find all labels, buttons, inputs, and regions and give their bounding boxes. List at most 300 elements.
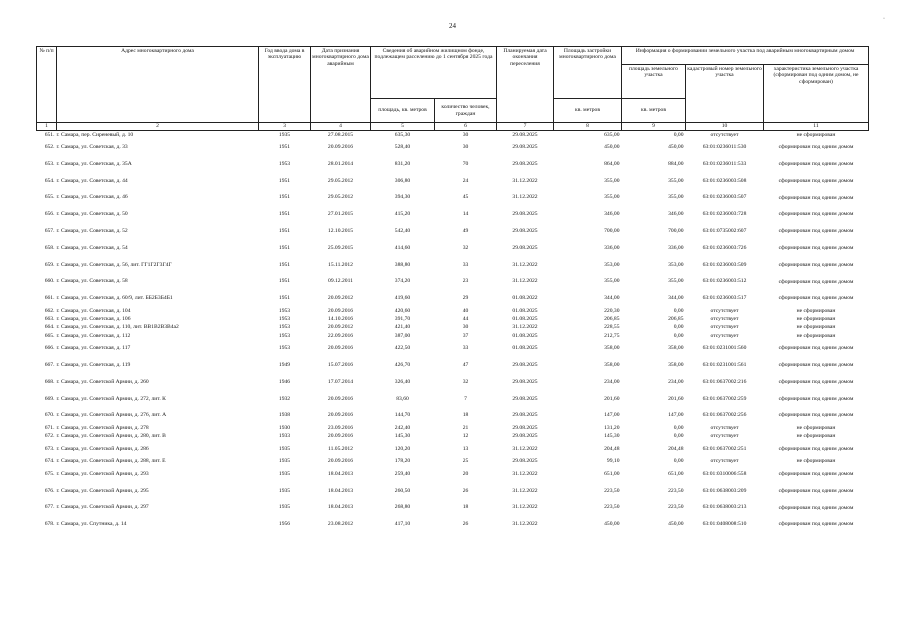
row-address: г. Самара, ул. Советская, д. 56, лит. ГГ1Г2Г3Г4Г [56, 261, 172, 268]
row-people: 33 [462, 261, 469, 268]
row-characteristic: сформирован под одним домом [778, 362, 854, 369]
row-people: 30 [462, 144, 469, 151]
row-planned-date: 31.12.2022 [512, 487, 538, 494]
row-emergency-date: 20.09.2016 [327, 433, 354, 440]
row-building-area: 355,00 [604, 278, 620, 285]
row-cadastral: отсутствует [710, 307, 739, 314]
row-emergency-date: 23.08.2012 [327, 521, 354, 528]
row-number: 657. [44, 228, 55, 235]
row-emergency-date: 17.07.2014 [327, 378, 354, 385]
row-characteristic: сформирован под одним домом [778, 211, 854, 218]
page-number: 24 [449, 22, 456, 30]
row-cadastral: 63:01:0236003:728 [702, 211, 747, 218]
row-number: 651. [44, 131, 55, 138]
row-address: г. Самара, ул. Советская, д. 110, лит. ВВ1В2В3В4а2 [56, 324, 179, 331]
row-cadastral: 63:01:0236003:508 [702, 177, 747, 184]
row-year: 1951 [278, 177, 291, 184]
table-row [37, 131, 869, 139]
table-row [37, 315, 869, 323]
row-people: 18 [462, 412, 469, 419]
table-row [37, 424, 869, 432]
row-number: 669. [44, 395, 55, 402]
row-characteristic: сформирован под одним домом [778, 378, 854, 385]
row-number: 673. [44, 445, 55, 452]
row-year: 1951 [278, 261, 291, 268]
row-building-area: 223,50 [604, 487, 620, 494]
row-planned-date: 29.08.2025 [512, 244, 538, 251]
row-people: 45 [462, 194, 469, 201]
row-year: 1933 [278, 433, 291, 440]
row-emergency-date: 18.04.2013 [327, 487, 354, 494]
row-land-area: 346,00 [668, 211, 684, 218]
row-characteristic: сформирован под одним домом [778, 445, 854, 452]
row-characteristic: сформирован под одним домом [778, 244, 854, 251]
row-year: 1951 [278, 244, 291, 251]
row-building-area: 635,00 [604, 131, 620, 138]
row-year: 1953 [278, 332, 291, 339]
row-building-area: 145,30 [604, 433, 620, 440]
row-number: 664. [44, 324, 55, 331]
header-col-area: площадь, кв. метров [371, 99, 435, 123]
row-year: 1935 [278, 445, 291, 452]
row-emergency-date: 29.05.2012 [327, 177, 354, 184]
row-land-area: 355,00 [668, 177, 684, 184]
header-col-building-unit: кв. метров [554, 99, 622, 123]
row-area: 178,20 [394, 458, 411, 465]
row-building-area: 355,00 [604, 194, 620, 201]
row-land-area: 651,00 [668, 470, 684, 477]
row-emergency-date: 29.05.2012 [327, 194, 354, 201]
row-planned-date: 29.08.2025 [512, 433, 538, 440]
row-area: 422,50 [394, 345, 411, 352]
row-emergency-date: 28.01.2014 [327, 160, 354, 167]
row-number: 652. [44, 144, 55, 151]
row-address: г. Самара, ул. Советская, д. 112 [56, 332, 131, 339]
row-area: 144,70 [394, 412, 411, 419]
row-year: 1953 [278, 316, 291, 323]
row-number: 671. [44, 424, 55, 431]
row-planned-date: 29.08.2025 [512, 160, 538, 167]
row-cadastral: отсутствует [710, 458, 739, 465]
row-area: 259,40 [394, 470, 411, 477]
row-characteristic: не сформирован [796, 324, 836, 331]
row-address: г. Самара, ул. Спутника, д. 14 [56, 521, 127, 528]
row-people: 44 [462, 316, 469, 323]
row-cadastral: 63:01:0236003:726 [702, 244, 747, 251]
table-header [37, 47, 869, 131]
row-people: 30 [462, 324, 469, 331]
table-row [37, 307, 869, 315]
row-land-area: 358,00 [668, 345, 684, 352]
row-planned-date: 01.08.2025 [512, 332, 538, 339]
header-col-building-area: Площадь застройки многоквартирного дома [554, 47, 622, 99]
row-cadastral: отсутствует [710, 324, 739, 331]
row-year: 1935 [278, 504, 291, 511]
row-land-area: 0,00 [673, 433, 684, 440]
row-year: 1930 [278, 424, 291, 431]
row-emergency-date: 12.10.2015 [327, 228, 354, 235]
column-number: 2 [57, 123, 259, 131]
row-cadastral: 63:01:0637002:216 [702, 378, 747, 385]
row-number: 661. [44, 295, 55, 302]
row-area: 306,80 [394, 177, 411, 184]
row-number: 668. [44, 378, 55, 385]
row-cadastral: 63:01:0638003:213 [702, 504, 747, 511]
row-land-area: 201,60 [668, 395, 684, 402]
row-number: 662. [44, 307, 55, 314]
row-cadastral: 63:01:0310006:558 [702, 470, 747, 477]
row-people: 14 [462, 211, 469, 218]
header-col-cadastral: кадастровый номер земельного участка [686, 65, 764, 123]
row-address: г. Самара, ул. Советской Армии, д. 286 [56, 445, 149, 452]
row-people: 29 [462, 295, 469, 302]
row-people: 70 [462, 160, 469, 167]
row-cadastral: 63:01:0231001:561 [702, 362, 747, 369]
table-row [37, 374, 869, 391]
row-building-area: 346,00 [604, 211, 620, 218]
table-row [37, 516, 869, 533]
row-building-area: 336,00 [604, 244, 620, 251]
column-number: 3 [259, 123, 311, 131]
row-cadastral: отсутствует [710, 316, 739, 323]
row-land-area: 358,00 [668, 362, 684, 369]
row-characteristic: сформирован под одним домом [778, 177, 854, 184]
row-land-area: 0,00 [673, 307, 684, 314]
row-people: 33 [462, 345, 469, 352]
row-people: 47 [462, 362, 469, 369]
row-address: г. Самара, ул. Советская, д. 52 [56, 228, 128, 235]
row-area: 421,40 [394, 324, 411, 331]
row-planned-date: 31.12.2022 [512, 278, 538, 285]
row-area: 242,40 [394, 424, 411, 431]
row-characteristic: не сформирован [796, 425, 836, 432]
header-col-number: № п/п [37, 47, 57, 123]
emergency-housing-table [36, 46, 869, 533]
row-characteristic: сформирован под одним домом [778, 470, 854, 477]
row-address: г. Самара, ул. Советской Армии, д. 297 [56, 504, 149, 511]
row-building-area: 700,00 [604, 228, 620, 235]
row-number: 676. [44, 487, 55, 494]
row-people: 24 [462, 177, 469, 184]
row-building-area: 358,00 [604, 345, 620, 352]
row-address: г. Самара, ул. Советская, д. 35А [56, 160, 132, 167]
row-land-area: 0,00 [673, 424, 684, 431]
row-building-area: 223,50 [604, 504, 620, 511]
row-planned-date: 31.12.2022 [512, 177, 538, 184]
row-emergency-date: 23.09.2016 [327, 424, 354, 431]
row-cadastral: отсутствует [710, 424, 739, 431]
row-people: 23 [462, 278, 469, 285]
row-planned-date: 29.08.2025 [512, 458, 538, 465]
row-emergency-date: 27.01.2015 [327, 211, 354, 218]
row-number: 655. [44, 194, 55, 201]
row-land-area: 0,00 [673, 458, 684, 465]
row-planned-date: 31.12.2022 [512, 521, 538, 528]
row-cadastral: 63:01:0236011:530 [702, 144, 747, 151]
row-building-area: 864,00 [604, 160, 620, 167]
table-body [37, 131, 869, 533]
row-characteristic: не сформирован [796, 307, 836, 314]
row-planned-date: 29.08.2025 [512, 228, 538, 235]
row-year: 1935 [278, 458, 291, 465]
table-row [37, 273, 869, 290]
row-land-area: 344,00 [668, 295, 684, 302]
row-address: г. Самара, ул. Советской Армии, д. 280, лит. В [56, 433, 166, 440]
row-characteristic: сформирован под одним домом [778, 144, 854, 151]
table-row [37, 189, 869, 206]
row-people: 32 [462, 244, 469, 251]
row-cadastral: отсутствует [710, 332, 739, 339]
row-land-area: 336,00 [668, 244, 684, 251]
row-planned-date: 31.12.2022 [512, 470, 538, 477]
row-people: 25 [462, 458, 469, 465]
row-building-area: 355,00 [604, 177, 620, 184]
row-building-area: 450,00 [604, 521, 620, 528]
row-number: 660. [44, 278, 55, 285]
row-planned-date: 31.12.2022 [512, 445, 538, 452]
row-number: 672. [44, 433, 55, 440]
row-cadastral: 63:01:0236003:517 [702, 295, 747, 302]
row-characteristic: не сформирован [796, 131, 836, 138]
row-area: 260,50 [394, 487, 411, 494]
row-people: 7 [464, 395, 467, 402]
row-people: 21 [462, 424, 469, 431]
row-planned-date: 29.08.2025 [512, 378, 538, 385]
row-building-area: 344,00 [604, 295, 620, 302]
row-year: 1953 [278, 160, 291, 167]
row-emergency-date: 20.09.2016 [327, 458, 354, 465]
row-building-area: 212,75 [604, 332, 620, 339]
row-address: г. Самара, ул. Советская, д. 60/9, лит. ББ2Б3Б4Б1 [56, 295, 173, 302]
row-characteristic: сформирован под одним домом [778, 345, 854, 352]
row-year: 1932 [278, 395, 291, 402]
row-cadastral: 63:01:0236011:533 [702, 160, 747, 167]
row-area: 391,70 [394, 316, 411, 323]
row-people: 26 [462, 487, 469, 494]
row-number: 667. [44, 362, 55, 369]
row-characteristic: не сформирован [796, 332, 836, 339]
row-cadastral: 63:01:0236003:507 [702, 194, 747, 201]
row-number: 659. [44, 261, 55, 268]
row-land-area: 355,00 [668, 194, 684, 201]
row-cadastral: 63:01:0637002:259 [702, 395, 747, 402]
table-row [37, 332, 869, 340]
row-address: г. Самара, ул. Советская, д. 54 [56, 244, 128, 251]
table-row [37, 357, 869, 374]
row-year: 1935 [278, 131, 291, 138]
row-building-area: 353,00 [604, 261, 620, 268]
row-number: 658. [44, 244, 55, 251]
row-people: 49 [462, 228, 469, 235]
row-building-area: 358,00 [604, 362, 620, 369]
scan-speck: · [883, 16, 885, 22]
row-address: г. Самара, ул. Советская, д. 117 [56, 345, 131, 352]
row-year: 1951 [278, 194, 291, 201]
row-area: 145,30 [394, 433, 411, 440]
table-row [37, 290, 869, 307]
table-row [37, 323, 869, 331]
row-area: 374,20 [394, 278, 411, 285]
row-address: г. Самара, ул. Советской Армии, д. 295 [56, 487, 149, 494]
row-land-area: 206,85 [668, 316, 684, 323]
row-characteristic: сформирован под одним домом [778, 412, 854, 419]
row-area: 387,00 [394, 332, 411, 339]
column-numbers-row [37, 123, 869, 131]
row-planned-date: 29.08.2025 [512, 424, 538, 431]
row-cadastral: 63:01:0231001:560 [702, 345, 747, 352]
row-year: 1956 [278, 521, 291, 528]
row-number: 656. [44, 211, 55, 218]
row-number: 678. [44, 521, 55, 528]
header-col-land-unit: кв. метров [622, 99, 686, 123]
column-number: 8 [554, 123, 622, 131]
row-address: г. Самара, ул. Советская, д. 104 [56, 307, 131, 314]
row-number: 653. [44, 160, 55, 167]
row-emergency-date: 27.08.2015 [327, 131, 354, 138]
row-planned-date: 31.12.2022 [512, 504, 538, 511]
table-row [37, 172, 869, 189]
table-row [37, 441, 869, 458]
header-col-people: количество человек, граждан [435, 99, 497, 123]
row-year: 1949 [278, 362, 291, 369]
row-emergency-date: 11.05.2012 [328, 445, 353, 452]
row-address: г. Самара, ул. Советская, д. 106 [56, 316, 131, 323]
row-building-area: 450,00 [604, 144, 620, 151]
row-emergency-date: 20.09.2016 [327, 144, 354, 151]
table-row [37, 499, 869, 516]
row-area: 831,20 [394, 160, 411, 167]
row-emergency-date: 20.09.2012 [327, 295, 354, 302]
row-cadastral: 63:01:0236003:509 [702, 261, 747, 268]
row-planned-date: 29.08.2025 [512, 412, 538, 419]
table-row [37, 256, 869, 273]
column-number: 6 [435, 123, 497, 131]
row-people: 40 [462, 307, 469, 314]
row-emergency-date: 18.04.2013 [327, 470, 354, 477]
row-land-area: 223,50 [668, 487, 684, 494]
row-characteristic: сформирован под одним домом [778, 504, 854, 511]
row-area: 414,60 [394, 244, 411, 251]
row-area: 635,30 [394, 131, 411, 138]
row-building-area: 131,20 [604, 424, 620, 431]
row-land-area: 700,00 [668, 228, 684, 235]
row-cadastral: 63:01:0637002:256 [702, 412, 747, 419]
header-col-characteristic: характеристика земельного участка (сформирован под одним домом, не сформирован) [764, 65, 869, 123]
row-emergency-date: 15.11.2012 [328, 261, 353, 268]
row-number: 665. [44, 332, 55, 339]
row-cadastral: 63:01:0236003:512 [702, 278, 747, 285]
row-characteristic: сформирован под одним домом [778, 295, 854, 302]
row-building-area: 99,10 [606, 458, 620, 465]
row-area: 120,20 [394, 445, 411, 452]
row-land-area: 0,00 [673, 324, 684, 331]
row-planned-date: 29.08.2025 [512, 362, 538, 369]
row-planned-date: 31.12.2022 [512, 261, 538, 268]
row-emergency-date: 20.09.2012 [327, 324, 354, 331]
row-address: г. Самара, ул. Советской Армии, д. 276, лит. А [56, 412, 167, 419]
row-planned-date: 01.08.2025 [512, 345, 538, 352]
row-area: 426,70 [394, 362, 411, 369]
row-cadastral: 63:01:0735002:607 [702, 228, 747, 235]
row-cadastral: 63:01:0408008:510 [702, 521, 747, 528]
column-number: 9 [622, 123, 686, 131]
table-row [37, 432, 869, 440]
row-land-area: 204,48 [668, 445, 684, 452]
row-address: г. Самара, пер. Сиреневый, д. 10 [56, 131, 134, 138]
table-row [37, 466, 869, 483]
row-characteristic: не сформирован [796, 458, 836, 465]
row-area: 419,60 [394, 295, 411, 302]
row-address: г. Самара, ул. Советская, д. 119 [56, 362, 131, 369]
row-land-area: 0,00 [673, 332, 684, 339]
row-people: 26 [462, 521, 469, 528]
row-planned-date: 31.12.2022 [512, 324, 538, 331]
row-cadastral: отсутствует [710, 433, 739, 440]
row-planned-date: 01.08.2025 [512, 316, 538, 323]
row-number: 654. [44, 177, 55, 184]
row-year: 1951 [278, 211, 291, 218]
row-building-area: 228,55 [604, 324, 620, 331]
row-building-area: 220,30 [604, 307, 620, 314]
column-number: 7 [497, 123, 554, 131]
column-number: 4 [311, 123, 371, 131]
row-building-area: 234,00 [604, 378, 620, 385]
row-planned-date: 31.12.2022 [512, 194, 538, 201]
row-year: 1953 [278, 324, 291, 331]
row-characteristic: не сформирован [796, 316, 836, 323]
column-number: 10 [686, 123, 764, 131]
row-emergency-date: 25.09.2015 [327, 244, 354, 251]
header-col-land-info: Информация о формировании земельного участка под аварийным многоквартирным домом [622, 47, 869, 65]
row-characteristic: сформирован под одним домом [778, 160, 854, 167]
row-emergency-date: 20.09.2016 [327, 345, 354, 352]
row-building-area: 206,85 [604, 316, 620, 323]
row-address: г. Самара, ул. Советской Армии, д. 260 [56, 378, 149, 385]
header-col-year: Год ввода дома в эксплуатацию [259, 47, 311, 123]
row-emergency-date: 18.04.2013 [327, 504, 354, 511]
row-characteristic: сформирован под одним домом [778, 395, 854, 402]
row-year: 1946 [278, 378, 291, 385]
table-row [37, 390, 869, 407]
header-col-planned-date: Планируемая дата окончания переселения [497, 47, 554, 123]
row-area: 420,60 [394, 307, 411, 314]
row-address: г. Самара, ул. Советская, д. 50 [56, 211, 128, 218]
row-year: 1953 [278, 345, 291, 352]
row-characteristic: сформирован под одним домом [778, 194, 854, 201]
row-emergency-date: 09.12.2011 [328, 278, 353, 285]
row-area: 394,30 [394, 194, 411, 201]
table-row [37, 482, 869, 499]
row-planned-date: 01.08.2025 [512, 307, 538, 314]
table-row [37, 206, 869, 223]
row-planned-date: 29.08.2025 [512, 144, 538, 151]
row-number: 666. [44, 345, 55, 352]
table-row [37, 223, 869, 240]
row-area: 528,40 [394, 144, 411, 151]
row-planned-date: 29.08.2025 [512, 211, 538, 218]
row-people: 13 [462, 445, 469, 452]
row-cadastral: 63:01:0637002:251 [702, 445, 747, 452]
row-cadastral: 63:01:0638003:209 [702, 487, 747, 494]
row-area: 83,60 [396, 395, 409, 402]
row-address: г. Самара, ул. Советской Армии, д. 293 [56, 470, 149, 477]
row-land-area: 223,50 [668, 504, 684, 511]
row-land-area: 450,00 [668, 144, 684, 151]
row-emergency-date: 20.09.2016 [327, 307, 354, 314]
row-number: 677. [44, 504, 55, 511]
row-emergency-date: 22.09.2016 [327, 332, 354, 339]
row-area: 326,40 [394, 378, 411, 385]
